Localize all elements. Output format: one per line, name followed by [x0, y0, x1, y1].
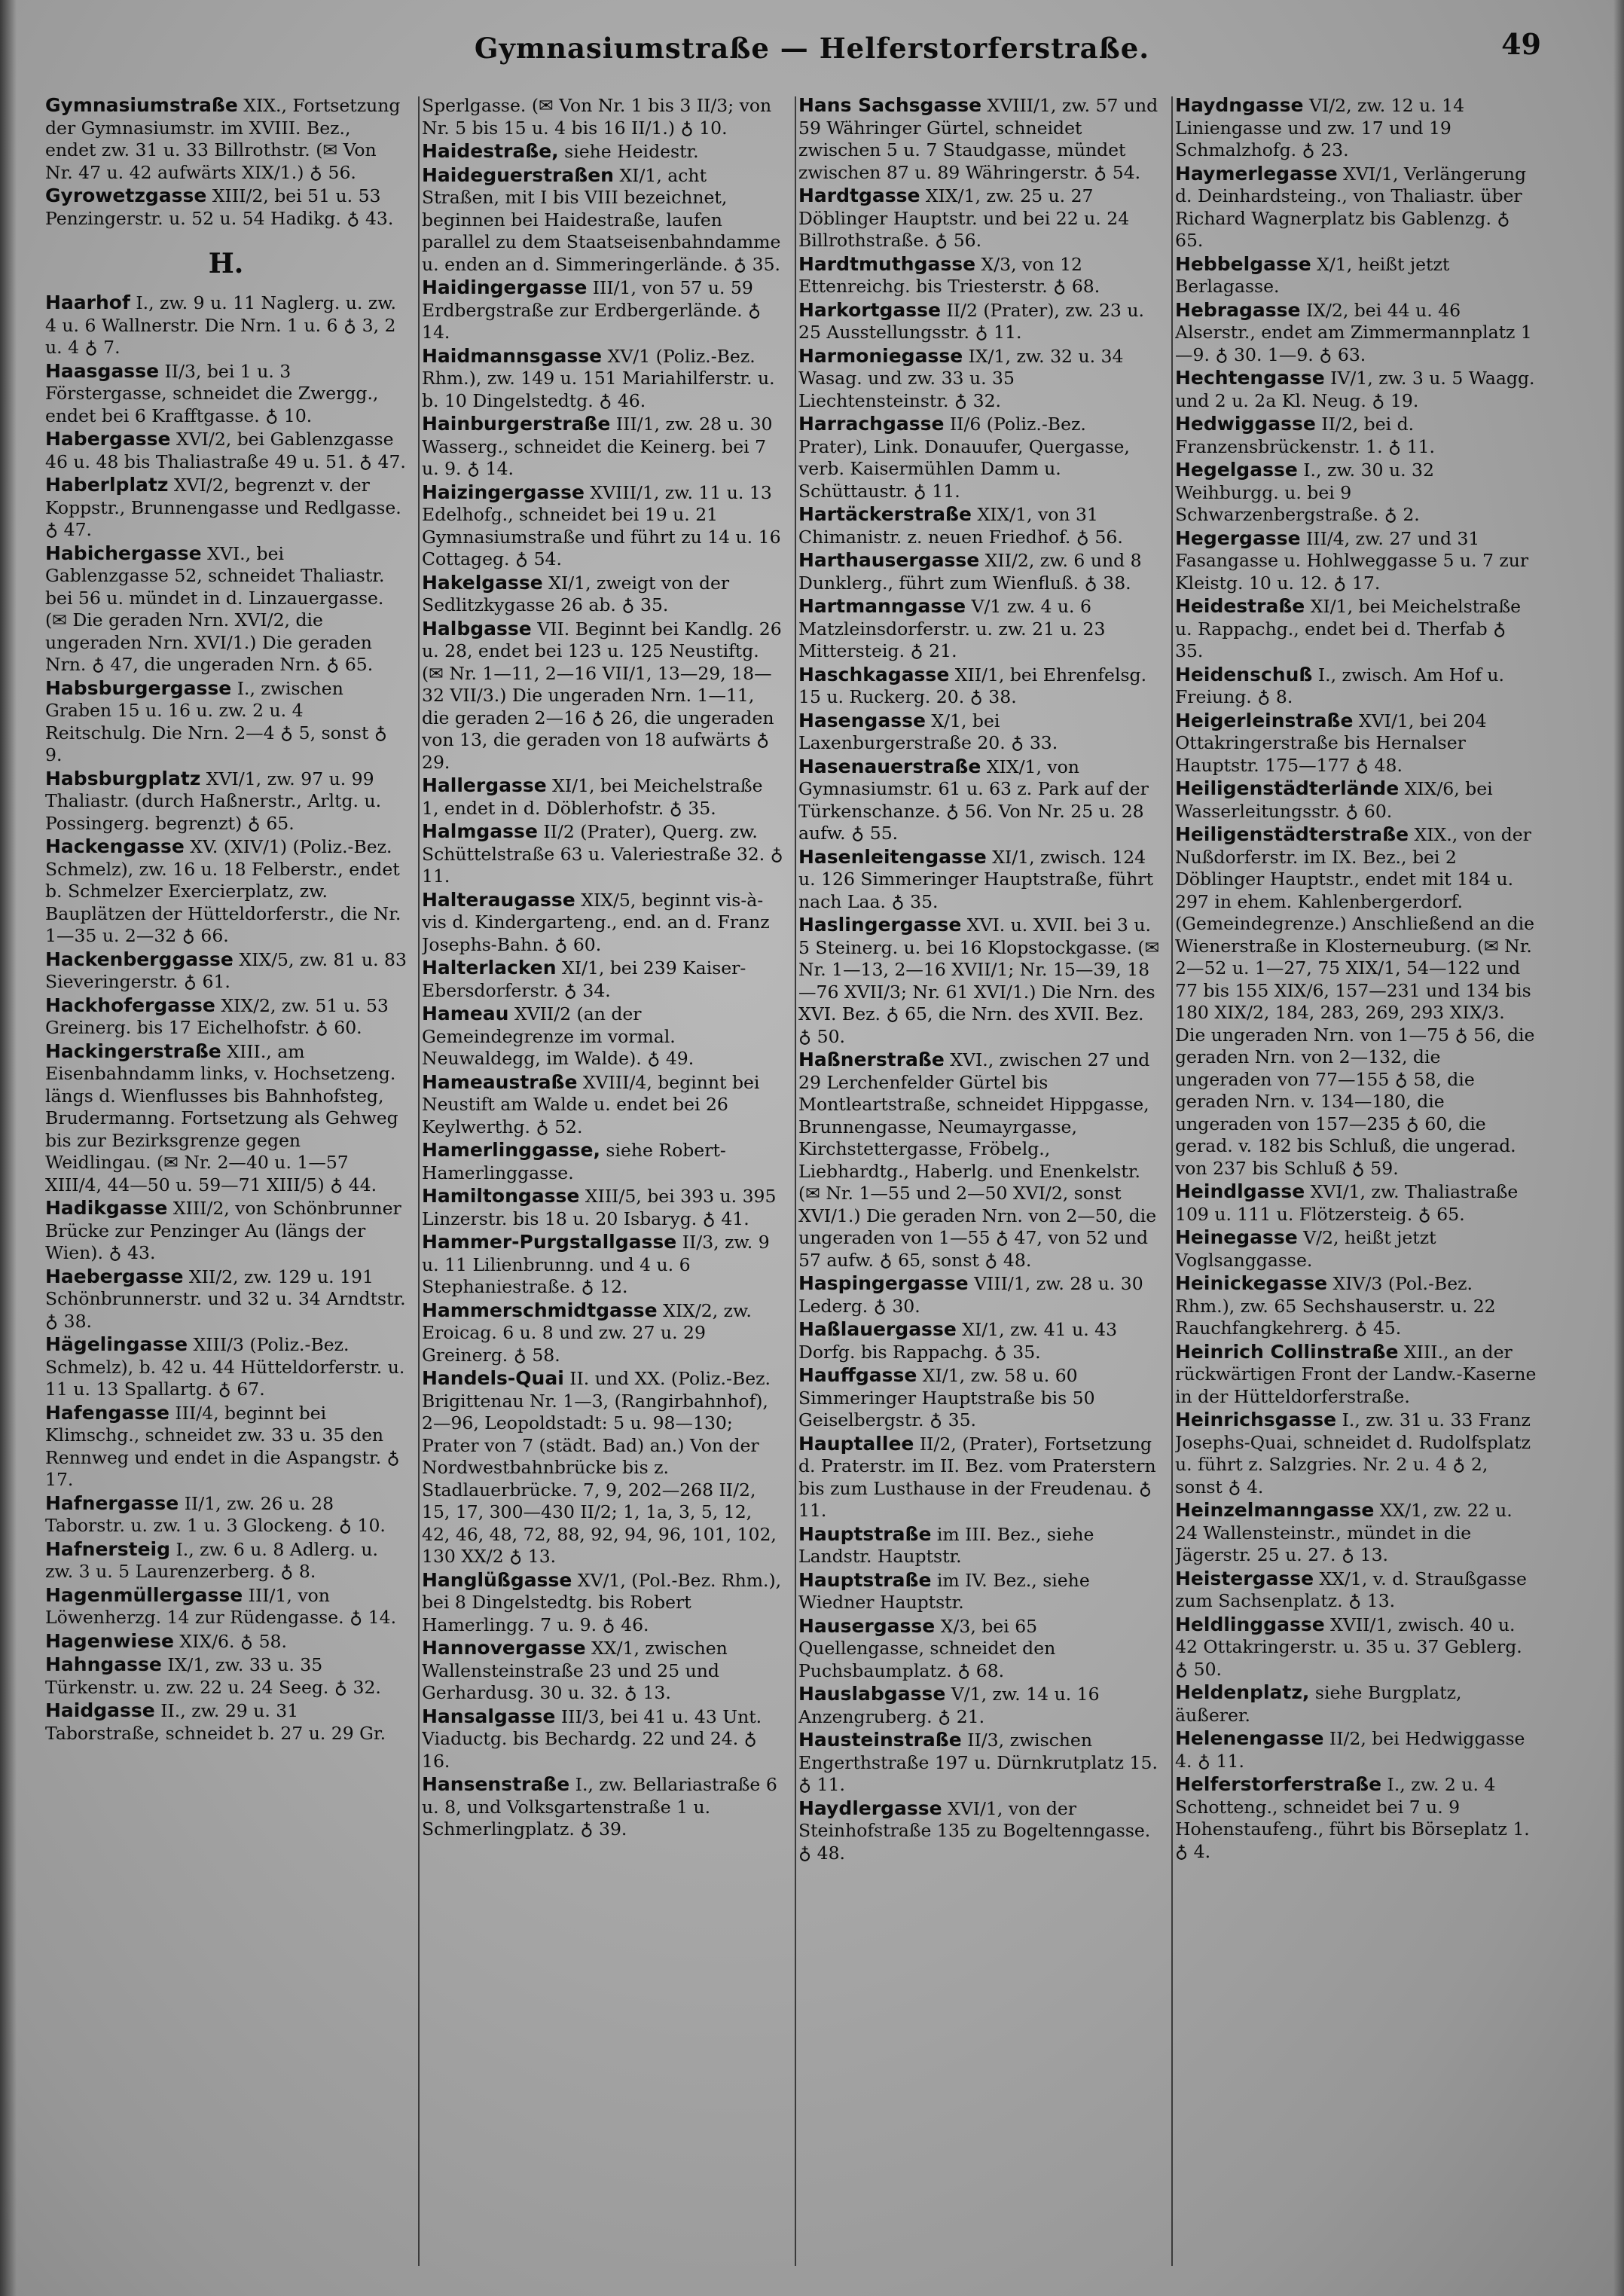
street-description: XX/1, zwischen Wallensteinstraße 23 und 25 und Gerhardusg. 30 u. 32. ♁ 13.: [422, 1638, 728, 1703]
street-description: X/3, bei 65 Quellengasse, schneidet den Puchsbaumplatz. ♁ 68.: [798, 1615, 1056, 1681]
street-description: III/1, von Löwenherzg. 14 zur Rüdengasse. ♁ 14.: [45, 1584, 397, 1628]
street-name: Haidingergasse: [422, 276, 588, 298]
street-description: XII/2, zw. 6 und 8 Dunklerg., führt zum Wienfluß. ♁ 38.: [798, 550, 1142, 594]
street-entry: [798, 1729, 1160, 1797]
column-4: [1175, 94, 1537, 2279]
street-entry: [798, 1433, 1160, 1522]
street-entry: [798, 846, 1160, 914]
street-description: XVIII/1, zw. 57 und 59 Währinger Gürtel, schneidet zwischen 5 u. 7 Staudgasse, mündet zwischen 87 u. 89 Währingerstr. ♁ 54.: [798, 95, 1158, 183]
street-description: XVI. u. XVII. bei 3 u. 5 Steinerg. u. bei 16 Klopstockgasse. (✉ Nr. 1—13, 2—16 XVII/1; Nr. 15—39, 18—76 XVII/3; Nr. 61 XVI/1.) Die Nrn. des XVI. Bez. ♁ 65, die Nrn. des XVII. Bez. ♁ 50.: [798, 914, 1160, 1047]
street-entry: [422, 820, 783, 888]
street-name: Hagenmüllergasse: [45, 1583, 243, 1606]
street-name: Heldenplatz,: [1175, 1681, 1310, 1703]
street-entry: [1175, 1226, 1537, 1272]
street-description: XVIII/4, beginnt bei Neustift am Walde u. endet bei 26 Keylwerthg. ♁ 52.: [422, 1071, 760, 1137]
street-description: XIII/5, bei 393 u. 395 Linzerstr. bis 18 u. 20 Isbaryg. ♁ 41.: [422, 1186, 777, 1229]
street-entry: [45, 474, 407, 542]
street-description: XVII/1, zwisch. 40 u. 42 Ottakringerstr. u. 35 u. 37 Geblerg. ♁ 50.: [1175, 1614, 1522, 1680]
street-name: Heinzelmanngasse: [1175, 1499, 1375, 1521]
street-description: siehe Heidestr.: [558, 141, 699, 162]
street-name: Haymerlegasse: [1175, 162, 1338, 185]
street-description: II/2 (Prater), zw. 23 u. 25 Ausstellungsstr. ♁ 11.: [798, 299, 1144, 343]
street-name: Heindlgasse: [1175, 1180, 1305, 1202]
street-description: V/1 zw. 4 u. 6 Matzleinsdorferstr. u. zw. 21 u. 23 Mittersteig. ♁ 21.: [798, 596, 1106, 661]
street-description: II/3, bei 1 u. 3 Förstergasse, schneidet die Zwergg., endet bei 6 Krafftgasse. ♁ 10.: [45, 360, 379, 426]
street-description: I., zwisch. Am Hof u. Freiung. ♁ 8.: [1175, 664, 1504, 707]
street-name: Hausteinstraße: [798, 1729, 962, 1751]
street-description: XV/1, (Pol.-Bez. Rhm.), bei 8 Dingelstedtg. bis Robert Hamerlingg. 7 u. 9. ♁ 46.: [422, 1569, 782, 1635]
section-letter: H.: [208, 248, 244, 279]
street-entry: [1175, 413, 1537, 458]
street-entry: [422, 413, 783, 481]
street-description: XVI/2, begrenzt v. der Koppstr., Brunnengasse und Redlgasse. ♁ 47.: [45, 475, 401, 540]
street-entry: [422, 1367, 783, 1568]
street-name: Halbgasse: [422, 617, 532, 640]
street-entry: [1175, 777, 1537, 823]
street-description: I., zwischen Graben 15 u. 16 u. zw. 2 u. 4 Reitschulg. Die Nrn. 2—4 ♁ 5, sonst ♁ 9.: [45, 677, 388, 765]
street-description: XI/1, bei 239 Kaiser-Ebersdorferstr. ♁ 34.: [422, 957, 746, 1001]
street-name: Hauptstraße: [798, 1568, 932, 1591]
street-name: Hackengasse: [45, 835, 185, 857]
street-name: Hafengasse: [45, 1401, 169, 1424]
street-name: Heinrich Collinstraße: [1175, 1340, 1399, 1363]
street-name: Hafnersteig: [45, 1537, 171, 1560]
street-name: Haideguerstraßen: [422, 163, 614, 186]
street-description: XIII/2, von Schönbrunner Brücke zur Penzinger Au (längs der Wien). ♁ 43.: [45, 1198, 401, 1263]
street-name: Hechtengasse: [1175, 367, 1325, 389]
street-entry: [1175, 1773, 1537, 1863]
street-description: II/2, bei Hedwiggasse 4. ♁ 11.: [1175, 1728, 1525, 1772]
street-name: Hartäckerstraße: [798, 503, 972, 525]
street-description: II/2, bei d. Franzensbrückenstr. 1. ♁ 11.: [1175, 414, 1436, 457]
street-description: II/2 (Prater), Querg. zw. Schüttelstraße 63 u. Valeriestraße 32. ♁ 11.: [422, 821, 783, 887]
street-description: XI/1, acht Straßen, mit I bis VIII bezeichnet, beginnen bei Haidestraße, laufen parallel zu dem Staatseisenbahndamme u. enden an d. Simmeringerlände. ♁ 35.: [422, 164, 781, 275]
street-entry: [798, 549, 1160, 594]
page-number: 49: [1501, 27, 1541, 61]
street-name: Hegergasse: [1175, 527, 1301, 549]
street-name: Halmgasse: [422, 820, 538, 842]
street-name: Haberlplatz: [45, 474, 169, 496]
street-description: XIII., an der rückwärtigen Front der Landw.-Kaserne in der Hütteldorferstraße.: [1175, 1341, 1537, 1407]
street-entry: [45, 948, 407, 994]
street-description: siehe Burgplatz, äußerer.: [1175, 1682, 1462, 1726]
street-entry: [798, 710, 1160, 755]
street-description: XIX/1, von Gymnasiumstr. 61 u. 63 z. Park auf der Türkenschanze. ♁ 56. Von Nr. 25 u. 28 aufw. ♁ 55.: [798, 756, 1149, 844]
street-description: XI/1, zw. 41 u. 43 Dorfg. bis Rappachg. ♁ 35.: [798, 1319, 1118, 1363]
street-description: XI/1, zweigt von der Sedlitzkygasse 26 ab. ♁ 35.: [422, 572, 730, 615]
street-entry: [798, 94, 1160, 184]
street-name: Heinegasse: [1175, 1226, 1298, 1248]
street-name: Heistergasse: [1175, 1567, 1314, 1589]
street-name: Hallergasse: [422, 774, 547, 796]
street-entry: [422, 276, 783, 344]
street-description: VIII/1, zw. 28 u. 30 Lederg. ♁ 30.: [798, 1273, 1143, 1317]
street-name: Hauffgasse: [798, 1364, 917, 1386]
page-title: Gymnasiumstraße — Helferstorferstraße.: [474, 32, 1150, 65]
street-description: XIX., von der Nußdorferstr. im IX. Bez., bei 2 Döblinger Hauptstr., endet mit 184 u. 297 in ehem. Kahlenbergerdorf. (Gemeindegrenze.) Anschließend an die Wienerstraße in Klosterneuburg. (✉ Nr. 2—52 u. 1—27, 75 XIX/1, 54—122 und 77 bis 155 XIX/6, 157—231 und 134 bis 180 XIX/2, 184, 283, 269, 293 XIX/3. Die ungeraden Nrn. von 1—75 ♁ 56, die geraden Nrn. von 2—132, die ungeraden von 77—155 ♁ 58, die geraden Nrn. v. 134—180, die ungeraden von 157—235 ♁ 60, die gerad. v. 182 bis Schluß, die ungerad. von 237 bis Schluß ♁ 59.: [1175, 824, 1535, 1179]
street-description: XIII/3 (Poliz.-Bez. Schmelz), b. 42 u. 44 Hütteldorferstr. u. 11 u. 13 Spallartg. ♁ 67.: [45, 1334, 405, 1400]
street-name: Hauptstraße: [798, 1522, 932, 1545]
street-name: Heiligenstädterstraße: [1175, 823, 1409, 845]
street-entry: [798, 595, 1160, 663]
street-description: X/1, heißt jetzt Berlagasse.: [1175, 253, 1450, 297]
street-entry: [1175, 253, 1537, 298]
street-name: Harrachgasse: [798, 413, 945, 435]
street-description: XIX/6. ♁ 58.: [173, 1630, 287, 1652]
street-description: im III. Bez., siehe Landstr. Hauptstr.: [798, 1523, 1094, 1567]
street-entry: [45, 1584, 407, 1629]
street-entry: [45, 1197, 407, 1265]
street-entry: [45, 768, 407, 835]
street-entry: [422, 1705, 783, 1773]
street-entry: [798, 1523, 1160, 1568]
street-entry: [798, 1272, 1160, 1317]
street-description: XVI/1, bei 204 Ottakringerstraße bis Hernalser Hauptstr. 175—177 ♁ 48.: [1175, 710, 1487, 776]
street-entry: [798, 1615, 1160, 1683]
street-name: Hammerschmidtgasse: [422, 1299, 658, 1321]
street-entry: [45, 1699, 407, 1745]
street-entry: [422, 1299, 783, 1367]
street-description: XV/1 (Poliz.-Bez. Rhm.), zw. 149 u. 151 Mariahilferstr. u. b. 10 Dingelstedtg. ♁ 46.: [422, 345, 775, 411]
street-description: IV/1, zw. 3 u. 5 Waagg. und 2 u. 2a Kl. Neug. ♁ 19.: [1175, 368, 1535, 411]
street-description: II. und XX. (Poliz.-Bez. Brigittenau Nr. 1—3, (Rangirbahnhof), 2—96, Leopoldstadt: 5 u. 98—130; Prater von 7 (städt. Bad) an.) Von der Nordwestbahnbrücke bis z. Stadlauerbrücke. 7, 9, 202—268 II/2, 15, 17, 300—430 II/2; 1, 1a, 3, 5, 12, 42, 46, 48, 72, 88, 92, 94, 96, 101, 102, 130 XX/2 ♁ 13.: [422, 1368, 777, 1567]
street-entry: [422, 94, 783, 139]
street-name: Heinickegasse: [1175, 1272, 1328, 1294]
street-description: XVI/1, zw. 97 u. 99 Thaliastr. (durch Haßnerstr., Arltg. u. Possingerg. begrenzt) ♁ 65.: [45, 768, 382, 834]
street-name: Gymnasiumstraße: [45, 94, 238, 116]
street-name: Heinrichsgasse: [1175, 1409, 1337, 1430]
street-entry: [422, 1637, 783, 1705]
street-description: XIX/5, beginnt vis-à-vis d. Kindergarteng., end. an d. Franz Josephs-Bahn. ♁ 60.: [422, 889, 770, 955]
street-name: Hasenauerstraße: [798, 755, 981, 777]
street-entry: [45, 1653, 407, 1699]
street-entry: [45, 1266, 407, 1333]
street-description: II/6 (Poliz.-Bez. Prater), Link. Donauufer, Quergasse, verb. Kaisermühlen Damm u. Schüttaustr. ♁ 11.: [798, 414, 1130, 502]
column-3: [798, 94, 1160, 2279]
street-name: Hebragasse: [1175, 298, 1301, 321]
street-entry: [1175, 367, 1537, 412]
street-entry: [798, 185, 1160, 252]
street-name: Habsburgplatz: [45, 767, 201, 789]
street-name: Hans Sachsgasse: [798, 94, 982, 116]
street-name: Hameaustraße: [422, 1070, 578, 1093]
street-description: XIX/5, zw. 81 u. 83 Sieveringerstr. ♁ 61.: [45, 948, 407, 992]
street-entry: [798, 664, 1160, 709]
street-name: Hauslabgasse: [798, 1683, 946, 1705]
street-name: Hartmanngasse: [798, 595, 966, 617]
street-entry: [1175, 1180, 1537, 1226]
street-name: Habergasse: [45, 428, 171, 450]
street-name: Heiligenstädterlände: [1175, 777, 1400, 799]
street-entry: [422, 164, 783, 276]
street-description: III/1, von 57 u. 59 Erdbergstraße zur Erdbergerlände. ♁ 14.: [422, 277, 762, 343]
street-name: Hagenwiese: [45, 1629, 174, 1652]
street-name: Hannovergasse: [422, 1637, 586, 1659]
street-description: im IV. Bez., siehe Wiedner Hauptstr.: [798, 1569, 1090, 1613]
street-entry: [45, 1630, 407, 1653]
street-description: XI/1, zw. 58 u. 60 Simmeringer Hauptstraße bis 50 Geiselbergstr. ♁ 35.: [798, 1365, 1095, 1430]
street-entry: [798, 756, 1160, 845]
street-entry: [798, 1569, 1160, 1614]
street-description: XVII/2 (an der Gemeindegrenze im vormal. Neuwaldegg, im Walde). ♁ 49.: [422, 1003, 694, 1069]
street-name: Haslingergasse: [798, 914, 962, 936]
street-entry: [1175, 1681, 1537, 1727]
street-entry: [45, 360, 407, 428]
street-description: II/3, zwischen Engerthstraße 197 u. Dürnkrutplatz 15. ♁ 11.: [798, 1730, 1158, 1795]
street-name: Hanglüßgasse: [422, 1568, 572, 1591]
street-name: Hauptallee: [798, 1432, 914, 1455]
street-description: XIX., Fortsetzung der Gymnasiumstr. im XVIII. Bez., endet zw. 31 u. 33 Billrothstr. (✉ Von Nr. 47 u. 42 aufwärts XIX/1.) ♁ 56.: [45, 95, 401, 183]
street-name: Helenengasse: [1175, 1727, 1324, 1749]
street-name: Heldlinggasse: [1175, 1613, 1325, 1635]
column-1: [45, 94, 407, 2279]
street-description: III/1, zw. 28 u. 30 Wasserg., schneidet die Keinerg. bei 7 u. 9. ♁ 14.: [422, 414, 773, 479]
street-description: X/3, von 12 Ettenreichg. bis Triesterstr. ♁ 68.: [798, 253, 1100, 297]
street-name: Hameau: [422, 1003, 509, 1024]
street-name: Hausergasse: [798, 1614, 936, 1637]
street-description: XIX/1, zw. 25 u. 27 Döblinger Hauptstr. und bei 22 u. 24 Billrothstraße. ♁ 56.: [798, 185, 1130, 251]
street-entry: [45, 542, 407, 676]
street-name: Haidestraße,: [422, 140, 559, 162]
street-entry: [45, 1538, 407, 1583]
street-description: XIX/2, zw. Eroicag. 6 u. 8 und zw. 27 u. 29 Greinerg. ♁ 58.: [422, 1299, 752, 1366]
street-description: X/1, bei Laxenburgerstraße 20. ♁ 33.: [798, 710, 1058, 753]
street-entry: [45, 94, 407, 184]
street-entry: [1175, 823, 1537, 1180]
street-description: I., zw. 6 u. 8 Adlerg. u. zw. 3 u. 5 Laurenzerberg. ♁ 8.: [45, 1538, 379, 1582]
street-entry: [798, 1049, 1160, 1272]
street-name: Harthausergasse: [798, 549, 980, 571]
street-entry: [798, 1364, 1160, 1432]
running-header: [0, 27, 1624, 77]
street-name: Harkortgasse: [798, 298, 942, 321]
street-entry: [1175, 1727, 1537, 1772]
street-name: Hansenstraße: [422, 1773, 570, 1795]
street-description: XIX/2, zw. 51 u. 53 Greinerg. bis 17 Eichelhofstr. ♁ 60.: [45, 994, 389, 1038]
street-description: II/1, zw. 26 u. 28 Taborstr. u. zw. 1 u. 3 Glockeng. ♁ 10.: [45, 1492, 386, 1536]
street-entry: [1175, 299, 1537, 367]
street-name: Haspingergasse: [798, 1272, 969, 1294]
street-name: Hasenleitengasse: [798, 845, 987, 868]
street-entry: [798, 914, 1160, 1048]
street-entry: [45, 428, 407, 473]
street-description: Sperlgasse. (✉ Von Nr. 1 bis 3 II/3; von Nr. 5 bis 15 u. 4 bis 16 II/1.) ♁ 10.: [422, 95, 772, 139]
street-name: Gyrowetzgasse: [45, 185, 207, 206]
street-entry: [422, 345, 783, 413]
street-entry: [798, 345, 1160, 413]
street-entry: [422, 572, 783, 617]
street-name: Hakelgasse: [422, 571, 543, 594]
street-entry: [798, 413, 1160, 502]
street-entry: [422, 1003, 783, 1070]
street-name: Hedwiggasse: [1175, 413, 1316, 435]
street-name: Hebbelgasse: [1175, 252, 1311, 275]
street-entry: [798, 253, 1160, 298]
street-name: Hackenberggasse: [45, 948, 234, 970]
street-description: II., zw. 29 u. 31 Taborstraße, schneidet b. 27 u. 29 Gr.: [45, 1700, 386, 1744]
street-name: Hafnergasse: [45, 1491, 179, 1514]
street-description: IX/1, zw. 33 u. 35 Türkenstr. u. zw. 22 u. 24 Seeg. ♁ 32.: [45, 1654, 381, 1698]
street-entry: [422, 1231, 783, 1299]
street-name: Haschkagasse: [798, 663, 950, 685]
street-description: XII/1, bei Ehrenfelsg. 15 u. Ruckerg. 20. ♁ 38.: [798, 664, 1147, 707]
street-entry: [798, 299, 1160, 344]
street-description: IX/1, zw. 32 u. 34 Wasag. und zw. 33 u. 35 Liechtensteinstr. ♁ 32.: [798, 345, 1124, 411]
street-description: III/3, bei 41 u. 43 Unt. Viaductg. bis Bechardg. 22 und 24. ♁ 16.: [422, 1705, 762, 1772]
street-description: IX/2, bei 44 u. 46 Alserstr., endet am Zimmermannplatz 1—9. ♁ 30. 1—9. ♁ 63.: [1175, 299, 1532, 365]
street-entry: [45, 292, 407, 359]
street-name: Hansalgasse: [422, 1705, 556, 1727]
street-name: Haebergasse: [45, 1265, 184, 1287]
street-entry: [1175, 527, 1537, 595]
street-description: XVI/1, Verlängerung d. Deinhardsteing., von Thaliastr. über Richard Wagnerplatz bis Gablenzg. ♁ 65.: [1175, 163, 1527, 251]
street-entry: [45, 1333, 407, 1401]
street-description: I., zw. 9 u. 11 Naglerg. u. zw. 4 u. 6 Wallnerstr. Die Nrn. 1 u. 6 ♁ 3, 2 u. 4 ♁ 7.: [45, 292, 397, 358]
street-description: XX/1, v. d. Straußgasse zum Sachsenplatz. ♁ 13.: [1175, 1568, 1527, 1611]
street-name: Hamiltongasse: [422, 1185, 580, 1207]
street-name: Halteraugasse: [422, 888, 575, 911]
street-description: V/1, zw. 14 u. 16 Anzengruberg. ♁ 21.: [798, 1684, 1100, 1727]
street-description: XI/1, bei Meichelstraße u. Rappachg., endet bei d. Therfab ♁ 35.: [1175, 596, 1522, 661]
street-name: Heigerleinstraße: [1175, 709, 1354, 731]
street-name: Haydngasse: [1175, 94, 1304, 116]
street-name: Hardtmuthgasse: [798, 252, 976, 275]
street-directory-columns: [45, 94, 1582, 2279]
street-description: XVIII/1, zw. 11 u. 13 Edelhofg., schneidet bei 19 u. 21 Gymnasiumstraße und führt zu 14 u. 16 Cottageg. ♁ 54.: [422, 481, 781, 569]
column-2: [422, 94, 783, 2279]
street-name: Hadikgasse: [45, 1197, 168, 1219]
street-description: I., zw. 2 u. 4 Schotteng., schneidet bei 7 u. 9 Hohenstaufeng., führt bis Börseplatz 1. ♁ 4.: [1175, 1774, 1530, 1862]
street-name: Hahngasse: [45, 1653, 162, 1675]
street-description: I., zw. 30 u. 32 Weihburgg. u. bei 9 Schwarzenbergstraße. ♁ 2.: [1175, 460, 1434, 525]
street-entry: [422, 889, 783, 957]
street-description: II/3, zw. 9 u. 11 Lilienbrunng. und 4 u. 6 Stephaniestraße. ♁ 12.: [422, 1232, 770, 1297]
street-description: III/4, beginnt bei Klimschg., schneidet zw. 33 u. 35 den Rennweg und endet in die Aspangstr. ♁ 17.: [45, 1402, 400, 1490]
street-description: XX/1, zw. 22 u. 24 Wallensteinstr., mündet in die Jägerstr. 25 u. 27. ♁ 13.: [1175, 1500, 1513, 1565]
street-entry: [45, 1492, 407, 1537]
street-entry: [1175, 459, 1537, 527]
street-name: Habsburgergasse: [45, 676, 232, 699]
street-entry: [1175, 1409, 1537, 1498]
street-entry: [422, 140, 783, 163]
street-description: XI/1, bei Meichelstraße 1, endet in d. Döblerhofstr. ♁ 35.: [422, 775, 763, 819]
street-name: Haßlauergasse: [798, 1318, 957, 1340]
street-entry: [422, 1139, 783, 1184]
street-name: Hackhofergasse: [45, 994, 215, 1016]
street-description: XVI/1, zw. Thaliastraße 109 u. 111 u. Flötzersteig. ♁ 65.: [1175, 1181, 1519, 1225]
street-entry: [45, 835, 407, 948]
street-name: Habichergasse: [45, 542, 202, 564]
street-description: siehe Robert-Hamerlinggasse.: [422, 1140, 726, 1183]
street-name: Haidmannsgasse: [422, 344, 603, 367]
street-description: V/2, heißt jetzt Voglsanggasse.: [1175, 1227, 1436, 1271]
street-name: Heidenschuß: [1175, 663, 1313, 685]
street-name: Haasgasse: [45, 359, 160, 382]
street-description: XIX/1, von 31 Chimanistr. z. neuen Friedhof. ♁ 56.: [798, 504, 1123, 548]
street-name: Haßnerstraße: [798, 1049, 945, 1070]
street-description: III/4, zw. 27 und 31 Fasangasse u. Hohlweggasse 5 u. 7 zur Kleistg. 10 u. 12. ♁ 17.: [1175, 527, 1529, 594]
street-name: Hammer-Purgstallgasse: [422, 1231, 677, 1253]
street-description: XVI., zwischen 27 und 29 Lerchenfelder Gürtel bis Montleartstraße, schneidet Hippgasse, Brunnengasse, Neumayrgasse, Kirchstettergasse, Fröbelg., Liebhardtg., Haberlg. und Enenkelstr. (✉ Nr. 1—55 und 2—50 XVI/2, sonst XVI/1.) Die geraden Nrn. von 2—50, die ungeraden von 1—55 ♁ 47, von 52 und 57 aufw. ♁ 65, sonst ♁ 48.: [798, 1049, 1157, 1271]
street-entry: [422, 618, 783, 774]
street-name: Hamerlinggasse,: [422, 1139, 600, 1161]
street-description: I., zw. 31 u. 33 Franz Josephs-Quai, schneidet d. Rudolfsplatz u. führt z. Salzgries. Nr. 2 u. 4 ♁ 2, sonst ♁ 4.: [1175, 1409, 1531, 1498]
street-name: Hackingerstraße: [45, 1040, 221, 1062]
street-description: XII/2, zw. 129 u. 191 Schönbrunnerstr. und 32 u. 34 Arndtstr. ♁ 38.: [45, 1266, 406, 1332]
street-description: XV. (XIV/1) (Poliz.-Bez. Schmelz), zw. 16 u. 18 Felberstr., endet b. Schmelzer Exercierplatz, zw. Bauplätzen der Hütteldorferstr., die Nr. 1—35 u. 2—32 ♁ 66.: [45, 836, 401, 946]
street-name: Halterlacken: [422, 957, 557, 979]
street-entry: [1175, 163, 1537, 252]
street-name: Helferstorferstraße: [1175, 1773, 1382, 1795]
street-entry: [422, 957, 783, 1002]
street-description: XVI/2, bei Gablenzgasse 46 u. 48 bis Thaliastraße 49 u. 51. ♁ 47.: [45, 429, 406, 472]
street-entry: [798, 1683, 1160, 1728]
street-entry: [422, 1773, 783, 1841]
street-description: XIII/2, bei 51 u. 53 Penzingerstr. u. 52 u. 54 Hadikg. ♁ 43.: [45, 185, 394, 229]
street-entry: [1175, 1272, 1537, 1340]
street-entry: [422, 774, 783, 820]
street-entry: [45, 1040, 407, 1197]
street-entry: [1175, 1568, 1537, 1613]
street-entry: [1175, 1499, 1537, 1567]
street-description: XVI/1, von der Steinhofstraße 135 zu Bogeltenngasse. ♁ 48.: [798, 1797, 1151, 1864]
street-description: XIV/3 (Pol.-Bez. Rhm.), zw. 65 Sechshauserstr. u. 22 Rauchfangkehrerg. ♁ 45.: [1175, 1273, 1496, 1339]
street-name: Haarhof: [45, 292, 130, 313]
street-entry: [45, 677, 407, 767]
street-name: Haizingergasse: [422, 481, 585, 503]
street-description: VI/2, zw. 12 u. 14 Liniengasse und zw. 17 und 19 Schmalzhofg. ♁ 23.: [1175, 95, 1465, 160]
street-name: Hasengasse: [798, 709, 926, 731]
street-description: II/2, (Prater), Fortsetzung d. Praterstr. im II. Bez. vom Praterstern bis zum Lusthause in der Freudenau. ♁ 11.: [798, 1433, 1156, 1521]
street-entry: [1175, 1341, 1537, 1409]
street-description: XI/1, zwisch. 124 u. 126 Simmeringer Hauptstraße, führt nach Laa. ♁ 35.: [798, 846, 1154, 912]
street-description: VII. Beginnt bei Kandlg. 26 u. 28, endet bei 123 u. 125 Neustiftg. (✉ Nr. 1—11, 2—16 VII/1, 13—29, 18—32 VII/3.) Die ungeraden Nrn. 1—11, die geraden 2—16 ♁ 26, die ungeraden von 13, die geraden von 18 aufwärts ♁ 29.: [422, 618, 782, 773]
street-entry: [1175, 595, 1537, 663]
street-description: XIX/6, bei Wasserleitungsstr. ♁ 60.: [1175, 778, 1493, 822]
page-edge-shadow-left: [0, 0, 17, 2296]
street-entry: [798, 503, 1160, 548]
page-edge-shadow-right: [1613, 0, 1624, 2296]
street-entry: [798, 1318, 1160, 1363]
street-entry: [422, 481, 783, 571]
street-description: XVI., bei Gablenzgasse 52, schneidet Thaliastr. bei 56 u. mündet in d. Linzauergasse. (✉ Die geraden Nrn. XVI/2, die ungeraden Nrn. XVI/1.) Die geraden Nrn. ♁ 47, die ungeraden Nrn. ♁ 65.: [45, 542, 385, 675]
street-entry: [45, 1402, 407, 1491]
street-entry: [45, 185, 407, 230]
street-entry: [1175, 1614, 1537, 1681]
street-name: Hegelgasse: [1175, 459, 1298, 481]
street-name: Hardtgasse: [798, 185, 920, 206]
street-name: Harmoniegasse: [798, 344, 963, 367]
street-entry: [1175, 710, 1537, 777]
street-entry: [422, 1185, 783, 1230]
street-name: Hägelingasse: [45, 1333, 188, 1355]
street-name: Handels-Quai: [422, 1367, 564, 1389]
street-name: Haidgasse: [45, 1699, 155, 1721]
street-name: Haydlergasse: [798, 1797, 942, 1819]
street-entry: [45, 994, 407, 1040]
street-name: Hainburgerstraße: [422, 413, 611, 435]
street-description: I., zw. Bellariastraße 6 u. 8, und Volksgartenstraße 1 u. Schmerlingplatz. ♁ 39.: [422, 1774, 777, 1840]
street-name: Heidestraße: [1175, 595, 1305, 617]
street-entry: [798, 1797, 1160, 1865]
street-description: XIII., am Eisenbahndamm links, v. Hochsetzeng. längs d. Wienflusses bis Bahnhofsteg, Brudermanng. Fortsetzung als Gehweg bis zur Bezirksgrenze gegen Weidlingau. (✉ Nr. 2—40 u. 1—57 XIII/4, 44—50 u. 59—71 XIII/5) ♁ 44.: [45, 1040, 398, 1195]
street-entry: [422, 1569, 783, 1637]
street-entry: [1175, 94, 1537, 162]
street-entry: [1175, 664, 1537, 709]
street-entry: [422, 1071, 783, 1139]
